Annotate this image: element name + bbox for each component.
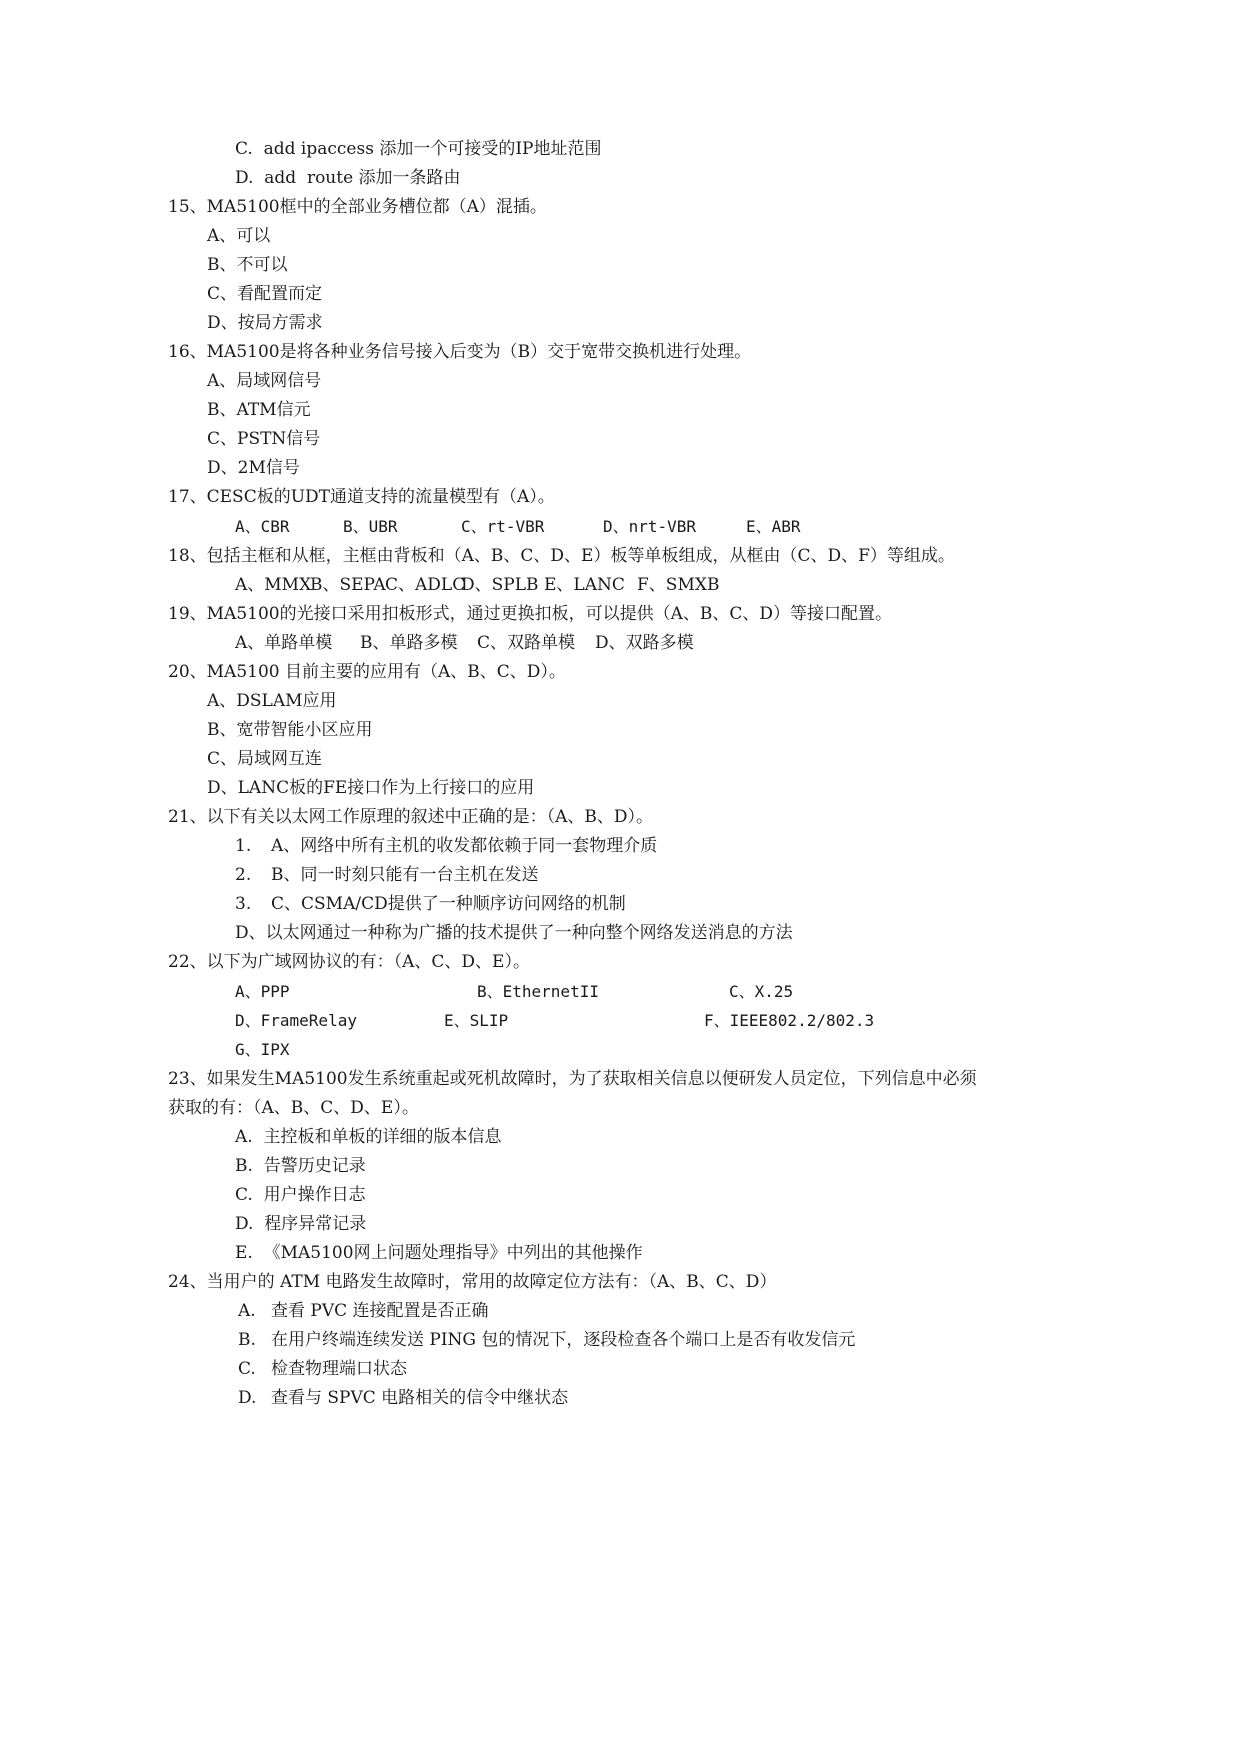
q17-option-c: C、rt-VBR: [461, 517, 545, 536]
q17-option-b: B、UBR: [343, 517, 398, 536]
q23-option-e: E. 《MA5100网上问题处理指导》中列出的其他操作: [235, 1243, 643, 1263]
list-text: A、网络中所有主机的收发都依赖于同一套物理介质: [271, 836, 658, 856]
q23-question-line2: 获取的有：（A、B、C、D、E）。: [168, 1098, 419, 1118]
list-text: B、同一时刻只能有一台主机在发送: [271, 865, 539, 885]
q15-question: 15、MA5100框中的全部业务槽位都（A）混插。: [168, 197, 547, 217]
q22-option-c: C、X.25: [729, 982, 794, 1001]
q24-letter-c: C.: [238, 1359, 256, 1379]
q19-option-b: B、单路多模: [360, 633, 458, 653]
q19-option-a: A、单路单模: [235, 633, 333, 653]
q24-question: 24、当用户的 ATM 电路发生故障时，常用的故障定位方法有：（A、B、C、D）: [168, 1272, 777, 1292]
q20-option-c: C、局域网互连: [207, 749, 323, 769]
q21-item-1: [235, 835, 657, 857]
q24-letter-b: B.: [238, 1330, 256, 1350]
q23-option-c: C. 用户操作日志: [235, 1185, 366, 1205]
q23-question-line1: 23、如果发生MA5100发生系统重起或死机故障时，为了获取相关信息以便研发人员定位，下列信息中必须: [168, 1069, 977, 1089]
q21-option-d: D、以太网通过一种称为广播的技术提供了一种向整个网络发送消息的方法: [235, 923, 793, 943]
q24-option-d: 查看与 SPVC 电路相关的信令中继状态: [271, 1388, 569, 1408]
q24-letter-a: A.: [238, 1301, 256, 1321]
q20-option-a: A、DSLAM应用: [207, 691, 337, 711]
q15-option-b: B、不可以: [207, 255, 288, 275]
q19-question: 19、MA5100的光接口采用扣板形式，通过更换扣板，可以提供（A、B、C、D）等接口配置。: [168, 604, 892, 624]
q21-question: 21、以下有关以太网工作原理的叙述中正确的是：（A、B、D）。: [168, 807, 654, 827]
q22-option-a: A、PPP: [235, 982, 290, 1001]
q18-option-e: E、LANC: [544, 575, 625, 595]
q23-option-d: D. 程序异常记录: [235, 1214, 367, 1234]
q15-option-c: C、看配置而定: [207, 284, 323, 304]
q23-option-a: A. 主控板和单板的详细的版本信息: [235, 1127, 502, 1147]
list-text: C、CSMA/CD提供了一种顺序访问网络的机制: [271, 894, 626, 914]
q14-option-c: C. add ipaccess 添加一个可接受的IP地址范围: [235, 139, 602, 159]
q14-option-d: D. add route 添加一条路由: [235, 168, 461, 188]
q22-option-f: F、IEEE802.2/802.3: [704, 1011, 875, 1030]
q18-option-c: C、ADLC: [385, 575, 466, 595]
q24-option-a: 查看 PVC 连接配置是否正确: [271, 1301, 489, 1321]
q22-option-b: B、EthernetII: [477, 982, 599, 1001]
q18-option-d: D、SPLB: [461, 575, 539, 595]
q17-question: 17、CESC板的UDT通道支持的流量模型有（A）。: [168, 487, 555, 507]
q15-option-d: D、按局方需求: [207, 313, 323, 333]
q18-question: 18、包括主框和从框，主框由背板和（A、B、C、D、E）板等单板组成，从框由（C、D、F）等组成。: [168, 546, 955, 566]
q17-option-e: E、ABR: [746, 517, 801, 536]
q24-letter-d: D.: [238, 1388, 257, 1408]
q16-option-d: D、2M信号: [207, 458, 300, 478]
q22-option-e: E、SLIP: [444, 1011, 509, 1030]
q22-option-g: G、IPX: [235, 1040, 290, 1059]
q16-question: 16、MA5100是将各种业务信号接入后变为（B）交于宽带交换机进行处理。: [168, 342, 752, 362]
q22-option-d: D、FrameRelay: [235, 1011, 357, 1030]
q21-item-3: [235, 893, 626, 915]
q24-option-b: 在用户终端连续发送 PING 包的情况下，逐段检查各个端口上是否有收发信元: [271, 1330, 856, 1350]
q18-option-f: F、SMXB: [637, 575, 720, 595]
q19-option-d: D、双路多模: [595, 633, 694, 653]
q24-option-c: 检查物理端口状态: [271, 1359, 407, 1379]
q18-option-a: A、MMX: [235, 575, 312, 595]
q22-question: 22、以下为广域网协议的有：（A、C、D、E）。: [168, 952, 530, 972]
list-number: 3.: [235, 894, 252, 914]
q17-option-d: D、nrt-VBR: [603, 517, 697, 536]
q20-option-d: D、LANC板的FE接口作为上行接口的应用: [207, 778, 535, 798]
q20-option-b: B、宽带智能小区应用: [207, 720, 373, 740]
list-number: 1.: [235, 836, 252, 856]
q19-option-c: C、双路单模: [477, 633, 576, 653]
q16-option-a: A、局域网信号: [207, 371, 322, 391]
q15-option-a: A、可以: [207, 226, 271, 246]
q23-option-b: B. 告警历史记录: [235, 1156, 366, 1176]
q21-item-2: [235, 864, 539, 886]
q16-option-c: C、PSTN信号: [207, 429, 321, 449]
q20-question: 20、MA5100 目前主要的应用有（A、B、C、D）。: [168, 662, 566, 682]
q16-option-b: B、ATM信元: [207, 400, 311, 420]
q18-option-b: B、SEPA: [310, 575, 386, 595]
list-number: 2.: [235, 865, 252, 885]
q17-option-a: A、CBR: [235, 517, 290, 536]
